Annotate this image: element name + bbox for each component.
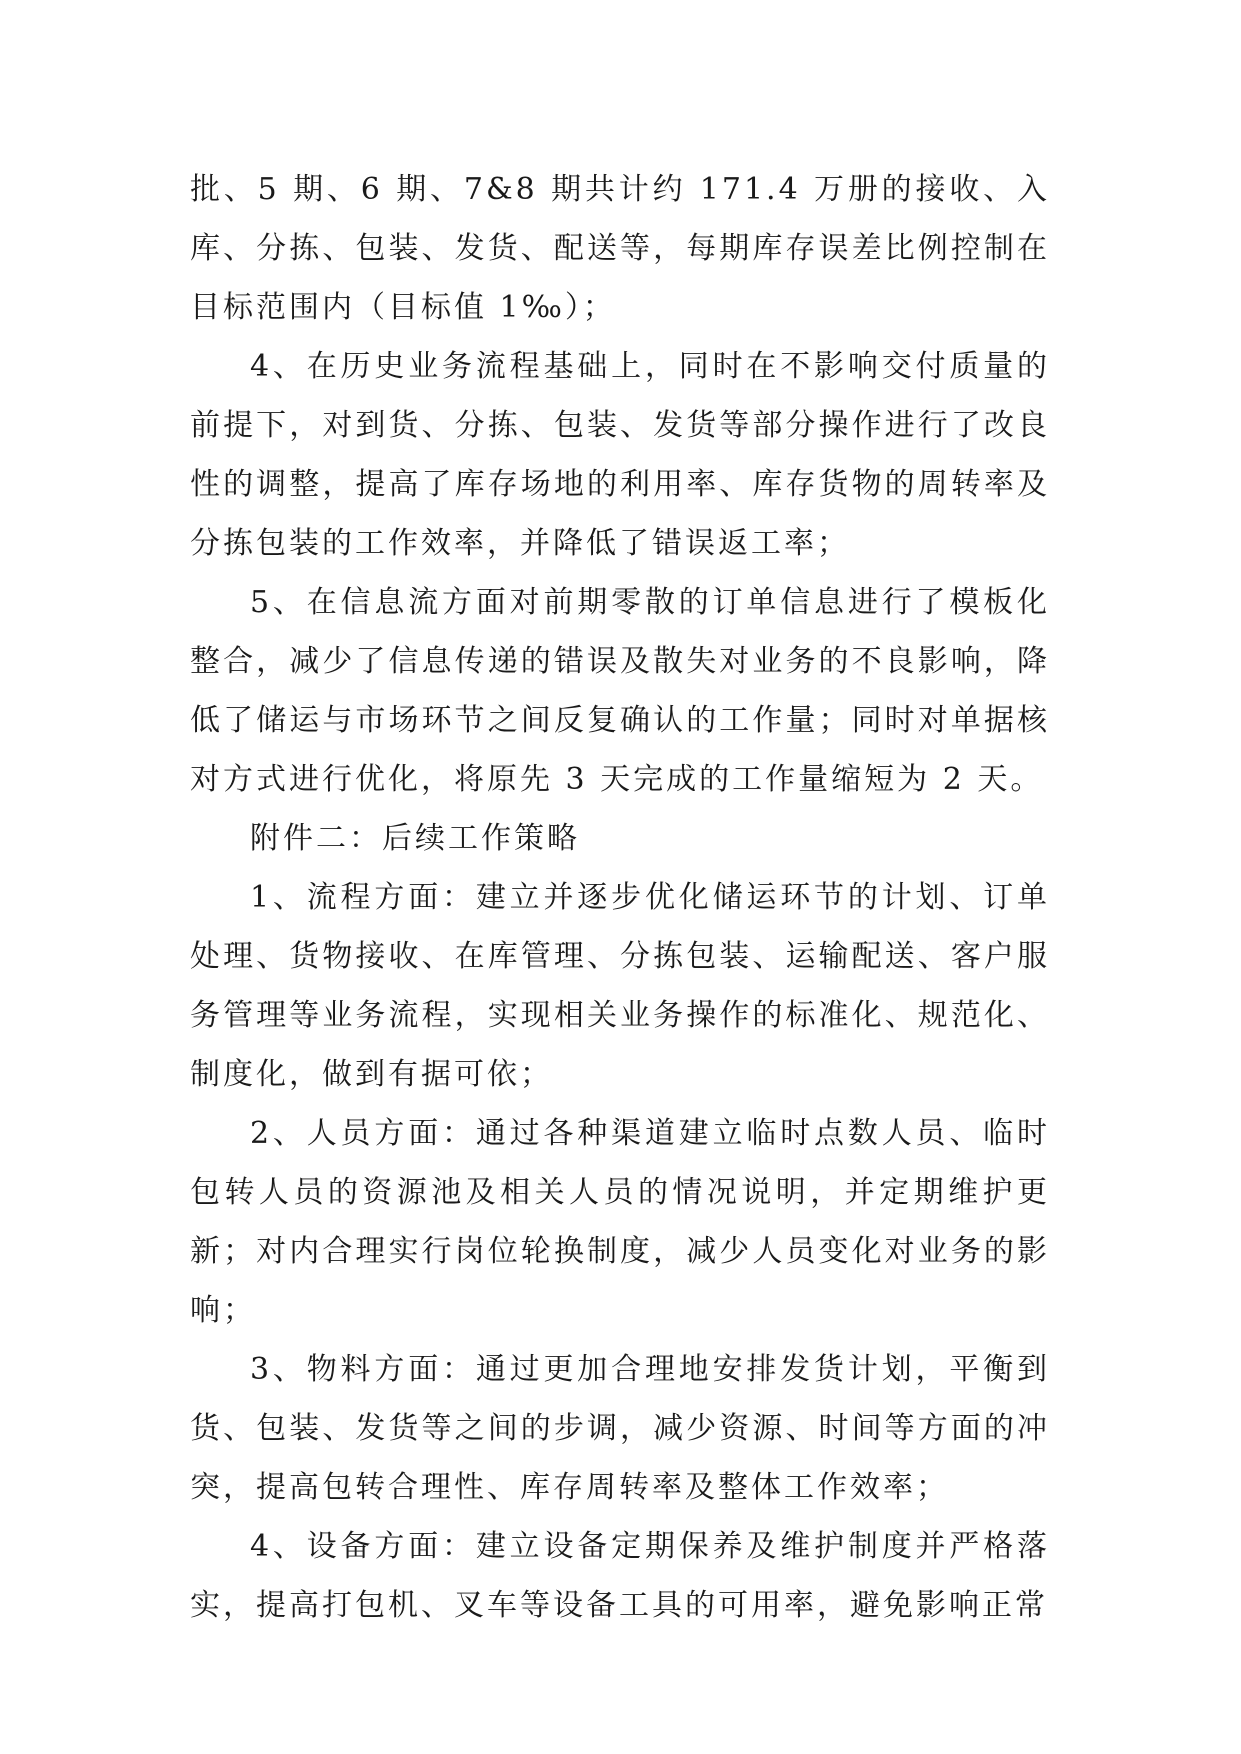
paragraph-personnel: 2、人员方面：通过各种渠道建立临时点数人员、临时包转人员的资源池及相关人员的情况说明，并定期维护更新；对内合理实行岗位轮换制度，减少人员变化对业务的影响； [190,1116,1050,1328]
paragraph-continuation: 批、5 期、6 期、7&8 期共计约 171.4 万册的接收、入库、分拣、包装、发货、配送等，每期库存误差比例控制在目标范围内（目标值 1‰）； [190,172,1050,325]
paragraph-item-4: 4、在历史业务流程基础上，同时在不影响交付质量的前提下，对到货、分拣、包装、发货等部分操作进行了改良性的调整，提高了库存场地的利用率、库存货物的周转率及分拣包装的工作效率，并降低了错误返工率； [190,349,1050,561]
paragraph-equipment: 4、设备方面：建立设备定期保养及维护制度并严格落实，提高打包机、叉车等设备工具的可用率，避免影响正常 [190,1529,1050,1623]
paragraph-item-5: 5、在信息流方面对前期零散的订单信息进行了模板化整合，减少了信息传递的错误及散失对业务的不良影响，降低了储运与市场环节之间反复确认的工作量；同时对单据核对方式进行优化，将原先 3 天完成的工作量缩短为 2 天。 [190,585,1050,797]
section-heading-attachment-2: 附件二：后续工作策略 [250,821,580,856]
paragraph-materials: 3、物料方面：通过更加合理地安排发货计划，平衡到货、包装、发货等之间的步调，减少资源、时间等方面的冲突，提高包转合理性、库存周转率及整体工作效率； [190,1352,1050,1505]
document-body [190,160,1050,1635]
paragraph-process: 1、流程方面：建立并逐步优化储运环节的计划、订单处理、货物接收、在库管理、分拣包装、运输配送、客户服务管理等业务流程，实现相关业务操作的标准化、规范化、制度化，做到有据可依； [190,880,1050,1092]
